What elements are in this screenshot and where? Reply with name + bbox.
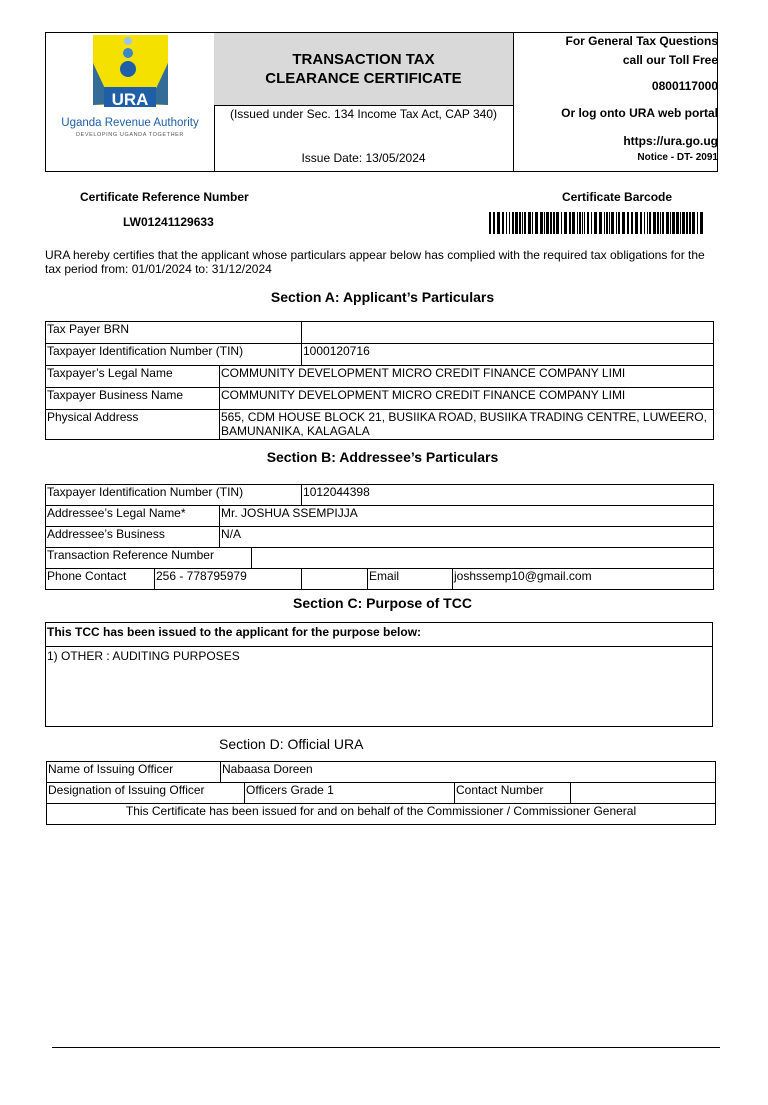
barcode-bar [657, 212, 659, 234]
barcode-bar [700, 212, 703, 234]
barcode-bar [680, 212, 681, 234]
txn-ref-label: Transaction Reference Number [46, 548, 252, 569]
certification-statement: URA hereby certifies that the applicant whose particulars appear below has complied with the required tax obligations for the tax period from: 01/01/2024 to: 31/12/2024 [45, 248, 705, 276]
barcode-bar [515, 212, 518, 234]
barcode-bar [606, 212, 608, 234]
barcode-bar [493, 212, 495, 234]
barcode-bar [618, 212, 620, 234]
section-b-title: Section B: Addressee’s Particulars [266, 449, 499, 465]
contact-line-3: Or log onto URA web portal [561, 106, 718, 120]
barcode-bar [676, 212, 679, 234]
barcode-bar [591, 212, 592, 234]
barcode-bar [631, 212, 633, 234]
email-label: Email [368, 569, 453, 590]
section-c-title: Section C: Purpose of TCC [293, 595, 472, 611]
table-row [46, 647, 713, 727]
barcode-bar [670, 212, 671, 234]
barcode-bar [689, 212, 691, 234]
barcode-bar [627, 212, 629, 234]
business-name-label: Taxpayer Business Name [46, 388, 220, 410]
ura-logo-graphic [46, 33, 214, 171]
title-line-1: TRANSACTION TAX [292, 51, 435, 68]
business-name-value: COMMUNITY DEVELOPMENT MICRO CREDIT FINANCE COMPANY LIMI [220, 388, 714, 410]
barcode-bar [635, 212, 638, 234]
issue-date: Issue Date: 13/05/2024 [301, 151, 426, 165]
barcode-bar [540, 212, 543, 234]
contact-column [514, 33, 719, 171]
table-row [46, 569, 714, 590]
table-row [46, 322, 714, 344]
table-row [46, 623, 713, 647]
table-row [46, 366, 714, 388]
barcode-bar [579, 212, 581, 234]
barcode-bar [535, 212, 538, 234]
table-row [47, 762, 716, 783]
barcode-bar [584, 212, 585, 234]
barcode-bar [532, 212, 533, 234]
barcode-bar [556, 212, 559, 234]
barcode-bar [553, 212, 555, 234]
purpose-value: 1) OTHER : AUDITING PURPOSES [46, 647, 713, 727]
barcode-bar [692, 212, 695, 234]
barcode-bar [497, 212, 500, 234]
section-a-table [45, 321, 714, 440]
barcode-bar [653, 212, 656, 234]
table-row [46, 410, 714, 440]
barcode-bar [522, 212, 523, 234]
barcode-bar [622, 212, 625, 234]
ura-logo [46, 33, 215, 171]
barcode-bar [544, 212, 545, 234]
phone-value: 256 - 778795979 [155, 569, 302, 590]
ura-logo-acronym: URA [111, 90, 149, 109]
barcode-bar [594, 212, 597, 234]
barcode-bar [524, 212, 526, 234]
barcode-bar [561, 212, 562, 234]
barcode-bar [546, 212, 549, 234]
barcode-bar [604, 212, 605, 234]
contact-number-label: Contact Number [455, 783, 571, 804]
address-label: Physical Address [46, 410, 220, 440]
certificate-ref-label: Certificate Reference Number [80, 190, 249, 204]
txn-ref-value [252, 548, 714, 569]
address-value: 565, CDM HOUSE BLOCK 21, BUSIIKA ROAD, BUSIIKA TRADING CENTRE, LUWEERO, BAMUNANIKA, KALAGALA [220, 410, 714, 440]
section-c-table [45, 622, 713, 727]
contact-number-value [571, 783, 716, 804]
addressee-tin-label: Taxpayer Identification Number (TIN) [46, 485, 302, 506]
barcode-bar [519, 212, 521, 234]
email-value: joshssemp10@gmail.com [453, 569, 714, 590]
table-row [46, 388, 714, 410]
brn-label: Tax Payer BRN [46, 322, 302, 344]
barcode-bar [662, 212, 664, 234]
addressee-business-value: N/A [220, 527, 714, 548]
issued-under-text: (Issued under Sec. 134 Income Tax Act, CAP 340) [229, 107, 498, 121]
table-row [46, 485, 714, 506]
designation-value: Officers Grade 1 [245, 783, 455, 804]
applicant-tin-label: Taxpayer Identification Number (TIN) [46, 344, 302, 366]
toll-free-number: 0800117000 [651, 79, 718, 93]
barcode-bar [697, 212, 698, 234]
section-a-title: Section A: Applicant’s Particulars [270, 289, 495, 305]
issuing-officer-value: Nabaasa Doreen [221, 762, 716, 783]
barcode-bar [528, 212, 531, 234]
table-row [46, 344, 714, 366]
portal-url: https://ura.go.ug [623, 134, 718, 148]
addressee-tin-value: 1012044398 [302, 485, 714, 506]
barcode-bar [550, 212, 552, 234]
barcode-bar [587, 212, 589, 234]
barcode-bar [509, 212, 510, 234]
contact-line-1: For General Tax Questions [565, 34, 718, 48]
section-d-title: Section D: Official URA [219, 736, 364, 752]
certificate-barcode [489, 212, 707, 234]
certificate-ref-value: LW01241129633 [123, 215, 214, 229]
table-row [46, 548, 714, 569]
barcode-bar [506, 212, 507, 234]
barcode-bar [616, 212, 617, 234]
barcode-bar [686, 212, 688, 234]
contact-line-2: call our Toll Free [622, 53, 718, 67]
issuing-officer-label: Name of Issuing Officer [47, 762, 221, 783]
addressee-name-label: Addressee’s Legal Name* [46, 506, 220, 527]
barcode-bar [666, 212, 669, 234]
certificate-header [45, 32, 718, 172]
barcode-bar [582, 212, 583, 234]
legal-name-label: Taxpayer’s Legal Name [46, 366, 220, 388]
barcode-bar [644, 212, 645, 234]
barcode-bar [512, 212, 514, 234]
addressee-business-label: Addressee’s Business [46, 527, 220, 548]
barcode-bar [640, 212, 642, 234]
barcode-bar [649, 212, 651, 234]
barcode-bar [572, 212, 575, 234]
addressee-name-value: Mr. JOSHUA SSEMPIJJA [220, 506, 714, 527]
barcode-bar [682, 212, 685, 234]
barcode-bar [569, 212, 571, 234]
title-line-2: CLEARANCE CERTIFICATE [265, 70, 462, 87]
section-d-table [46, 761, 716, 825]
brn-value [302, 322, 714, 344]
designation-label: Designation of Issuing Officer [47, 783, 245, 804]
phone-label: Phone Contact [46, 569, 155, 590]
barcode-bar [489, 212, 491, 234]
email-label-pad [302, 569, 368, 590]
legal-name-value: COMMUNITY DEVELOPMENT MICRO CREDIT FINANCE COMPANY LIMI [220, 366, 714, 388]
barcode-bar [672, 212, 675, 234]
applicant-tin-value: 1000120716 [302, 344, 714, 366]
notice-number: Notice - DT- 2091 [637, 152, 718, 163]
barcode-bar [609, 212, 610, 234]
ura-logo-name: Uganda Revenue Authority [61, 117, 199, 129]
title-column [214, 33, 514, 171]
table-row [47, 783, 716, 804]
table-row [46, 527, 714, 548]
ura-logo-tagline: DEVELOPING UGANDA TOGETHER [75, 132, 185, 138]
purpose-header: This TCC has been issued to the applicant for the purpose below: [46, 623, 713, 647]
section-b-table [45, 484, 714, 590]
barcode-bar [599, 212, 602, 234]
commissioner-note: This Certificate has been issued for and on behalf of the Commissioner / Commissioner General [47, 804, 716, 825]
footer-divider [52, 1047, 720, 1048]
barcode-bar [502, 212, 504, 234]
barcode-bar [660, 212, 661, 234]
barcode-bar [611, 212, 614, 234]
table-row [47, 804, 716, 825]
certificate-barcode-label: Certificate Barcode [562, 190, 673, 204]
title-box [214, 33, 513, 106]
barcode-bar [647, 212, 648, 234]
barcode-bar [564, 212, 567, 234]
table-row [46, 506, 714, 527]
barcode-bar [577, 212, 578, 234]
